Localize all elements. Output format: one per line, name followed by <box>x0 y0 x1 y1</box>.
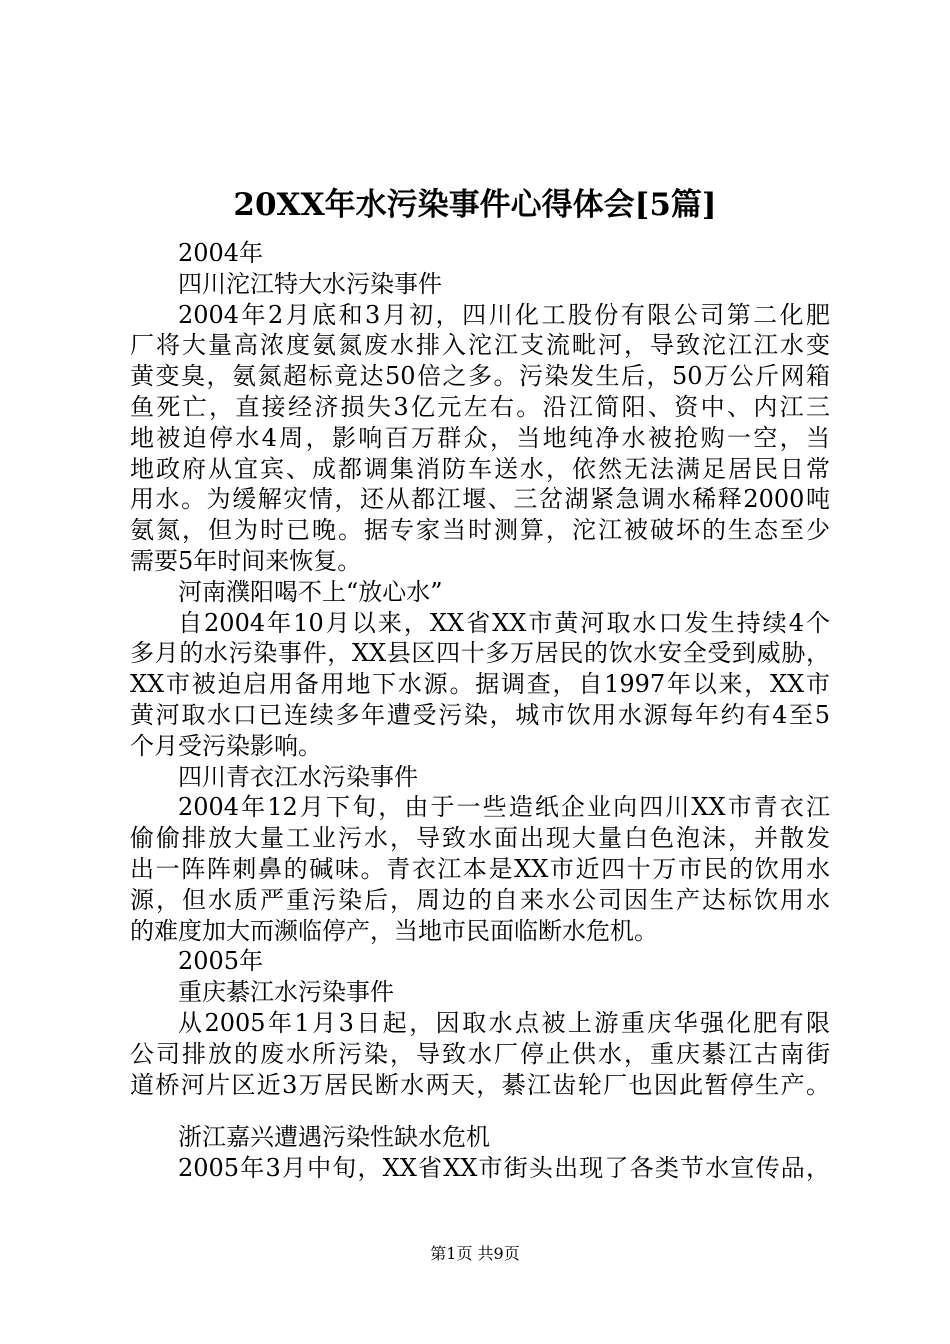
paragraph-line: 厂将大量高浓度氨氮废水排入沱江支流毗河，导致沱江江水变 <box>130 331 830 360</box>
paragraph-line: 2004年2月底和3月初，四川化工股份有限公司第二化肥 <box>178 300 830 329</box>
paragraph-line: 2004年12月下旬，由于一些造纸企业向四川XX市青衣江 <box>178 793 830 822</box>
event-heading: 重庆綦江水污染事件 <box>178 978 394 1007</box>
paragraph-line: 需要5年时间来恢复。 <box>130 546 362 575</box>
paragraph-line: 出一阵阵刺鼻的碱味。青衣江本是XX市近四十万市民的饮用水 <box>130 854 830 883</box>
event-heading: 河南濮阳喝不上“放心水” <box>178 577 443 606</box>
paragraph-spacer <box>130 1100 830 1122</box>
paragraph-line: XX市被迫启用备用地下水源。据调查，自1997年以来，XX市 <box>130 670 830 699</box>
paragraph-line: 公司排放的废水所污染，导致水厂停止供水，重庆綦江古南街 <box>130 1039 830 1068</box>
paragraph-line: 多月的水污染事件，XX县区四十多万居民的饮水安全受到威胁， <box>130 639 830 668</box>
section-year-heading: 2004年 <box>178 239 264 267</box>
paragraph-line: 自2004年10月以来，XX省XX市黄河取水口发生持续4个 <box>178 608 830 637</box>
paragraph-line: 2005年3月中旬，XX省XX市街头出现了各类节水宣传品， <box>178 1154 830 1183</box>
event-heading: 四川沱江特大水污染事件 <box>178 269 442 298</box>
event-heading: 四川青衣江水污染事件 <box>178 762 418 791</box>
section-year-heading: 2005年 <box>178 947 264 976</box>
document-title: 20XX年水污染事件心得体会[5篇] <box>233 187 717 223</box>
paragraph-line: 偷偷排放大量工业污水，导致水面出现大量白色泡沫，并散发 <box>130 824 830 853</box>
event-heading: 浙江嘉兴遭遇污染性缺水危机 <box>178 1123 490 1152</box>
paragraph-line: 用水。为缓解灾情，还从都江堰、三岔湖紧急调水稀释2000吨 <box>130 485 830 514</box>
document-body <box>130 238 830 1184</box>
paragraph-line: 的难度加大而濒临停产，当地市民面临断水危机。 <box>130 916 658 945</box>
paragraph-line: 地政府从宜宾、成都调集消防车送水，依然无法满足居民日常 <box>130 454 830 483</box>
paragraph-line: 黄变臭，氨氮超标竟达50倍之多。污染发生后，50万公斤网箱 <box>130 362 830 391</box>
paragraph-line: 个月受污染影响。 <box>130 731 322 760</box>
paragraph-line: 鱼死亡，直接经济损失3亿元左右。沿江简阳、资中、内江三 <box>130 392 830 421</box>
paragraph-line: 地被迫停水4周，影响百万群众，当地纯净水被抢购一空，当 <box>130 423 830 452</box>
paragraph-line: 源，但水质严重污染后，周边的自来水公司因生产达标饮用水 <box>130 885 830 914</box>
page-number-footer: 第1页 共9页 <box>430 1244 520 1263</box>
paragraph-line: 道桥河片区近3万居民断水两天，綦江齿轮厂也因此暂停生产。 <box>130 1070 830 1099</box>
paragraph-line: 氨氮，但为时已晚。据专家当时测算，沱江被破坏的生态至少 <box>130 516 830 545</box>
paragraph-line: 从2005年1月3日起，因取水点被上游重庆华强化肥有限 <box>178 1008 830 1037</box>
paragraph-line: 黄河取水口已连续多年遭受污染，城市饮用水源每年约有4至5 <box>130 700 830 729</box>
